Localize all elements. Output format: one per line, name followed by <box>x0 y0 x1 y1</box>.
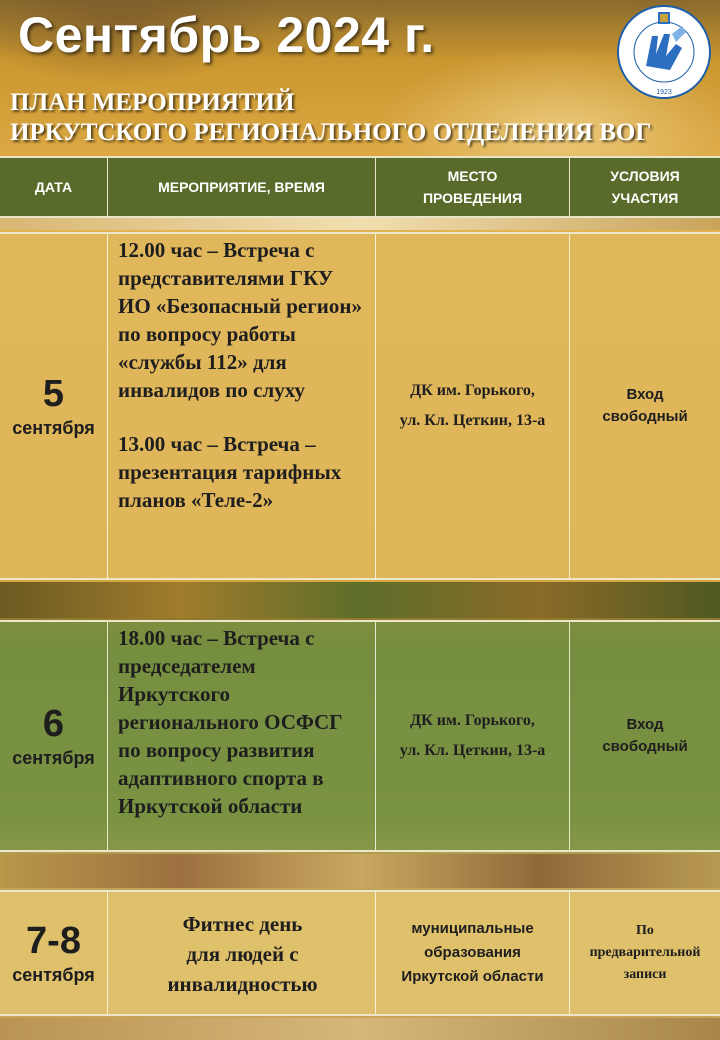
event-text: 12.00 час – Встреча с представителями ГКУ ИО «Безопасный регион» по вопросу работы «службы 112» для инвалидов по слуху <box>118 238 362 402</box>
conditions-cell <box>570 234 720 578</box>
event-cell <box>108 622 376 850</box>
date-cell <box>0 234 108 578</box>
cond-line: свободный <box>602 738 688 755</box>
place-cell <box>376 234 570 578</box>
place-line: ДК им. Горького, <box>410 382 535 399</box>
header-conditions <box>570 158 720 216</box>
page-title: Сентябрь 2024 г. <box>18 7 435 63</box>
header-date: ДАТА <box>0 158 108 216</box>
header-place-line-2: ПРОВЕДЕНИЯ <box>422 190 523 206</box>
cond-line: свободный <box>602 408 688 425</box>
place-line: ул. Кл. Цеткин, 13-а <box>399 742 546 759</box>
conditions-cell <box>570 892 720 1014</box>
event-cell <box>108 892 376 1014</box>
autumn-band-4 <box>0 1018 720 1040</box>
subtitle-line-1: ПЛАН МЕРОПРИЯТИЙ <box>10 89 295 116</box>
header-event: МЕРОПРИЯТИЕ, ВРЕМЯ <box>108 158 376 216</box>
date-day: 7-8 <box>26 920 81 962</box>
logo-year: 1923 <box>656 89 672 96</box>
header-place <box>376 158 570 216</box>
cond-line: По <box>636 923 654 938</box>
autumn-band-1 <box>0 216 720 230</box>
cond-line: предварительной <box>589 945 701 960</box>
header-cond-line-2: УЧАСТИЯ <box>611 190 679 206</box>
table-row <box>0 890 720 1016</box>
place-line: образования <box>424 944 521 961</box>
plan-subtitle <box>10 88 651 148</box>
header-cond-line-1: УСЛОВИЯ <box>610 168 680 184</box>
header-place-line-1: МЕСТО <box>447 168 498 184</box>
date-cell <box>0 622 108 850</box>
date-month: сентября <box>12 965 95 985</box>
date-day: 5 <box>42 373 65 415</box>
place-line: Иркутской области <box>401 968 544 985</box>
cond-line: Вход <box>626 386 664 403</box>
place-cell <box>376 892 570 1014</box>
vog-logo <box>616 4 712 100</box>
event-cell <box>108 234 376 578</box>
date-month: сентября <box>12 418 95 438</box>
vog-regional-logo-icon <box>616 4 712 100</box>
event-text: 18.00 час – Встреча с председателем Иркутского регионального ОСФСГ по вопросу развития адаптивного спорта в Иркутской области <box>118 626 343 818</box>
date-month: сентября <box>12 748 95 768</box>
event-text: 13.00 час – Встреча – презентация тарифных планов «Теле-2» <box>118 432 342 512</box>
place-line: ДК им. Горького, <box>410 712 535 729</box>
table-row <box>0 232 720 580</box>
table-row <box>0 620 720 852</box>
table-header <box>0 156 720 218</box>
subtitle-line-2: ИРКУТСКОГО РЕГИОНАЛЬНОГО ОТДЕЛЕНИЯ ВОГ <box>10 119 652 146</box>
cond-line: записи <box>623 967 667 982</box>
event-line: инвалидностью <box>167 972 318 996</box>
place-line: муниципальные <box>411 920 534 937</box>
autumn-band-2 <box>0 582 720 618</box>
date-day: 6 <box>42 703 65 745</box>
place-cell <box>376 622 570 850</box>
conditions-cell <box>570 622 720 850</box>
event-line: для людей с <box>186 942 299 966</box>
autumn-band-3 <box>0 854 720 888</box>
place-line: ул. Кл. Цеткин, 13-а <box>399 412 546 429</box>
date-cell <box>0 892 108 1014</box>
event-line: Фитнес день <box>182 912 303 936</box>
cond-line: Вход <box>626 716 664 733</box>
